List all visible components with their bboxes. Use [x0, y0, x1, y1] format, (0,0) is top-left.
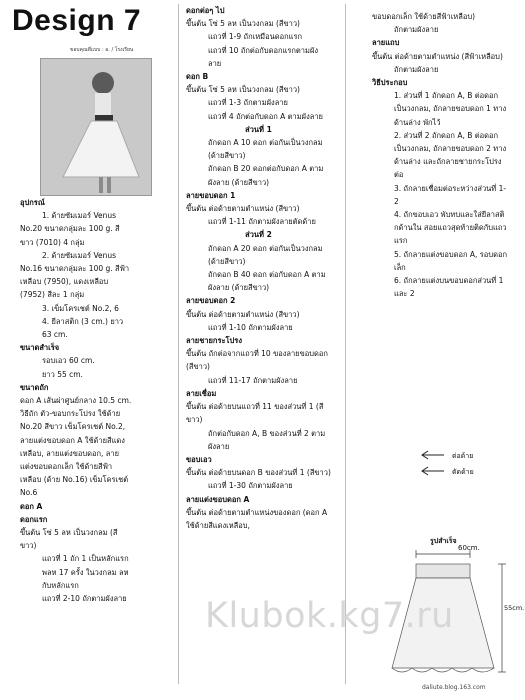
paragraph: รอบเอว 60 cm.: [42, 356, 95, 366]
column-2: [186, 4, 331, 532]
paragraph: ยาว 55 cm.: [42, 369, 83, 379]
section-heading: ขอบเอว: [186, 454, 212, 464]
section-heading: ดอก B: [186, 72, 209, 82]
paragraph: แถวที่ 1-30 ถักตามผังลาย: [208, 481, 293, 491]
paragraph: 3. ถักลายเชื่อมต่อระหว่างส่วนที่ 1-2: [394, 183, 507, 206]
page-title: Design 7: [12, 4, 142, 37]
paragraph: No.20 ขนาดกลุ่มละ 100 g. สีขาว (7010) 4 กลุ่ม: [20, 224, 120, 247]
paragraph: ขึ้นต้น ต่อด้ายบนดอก B ของส่วนที่ 1 (สีขาว): [186, 468, 331, 478]
diagram-width-label: 60cm.: [458, 544, 480, 552]
section-heading: ลายขอบดอก 2: [186, 296, 236, 306]
paragraph: ถักต่อกับดอก A, B ของส่วนที่ 2 ตามผังลาย: [208, 428, 326, 451]
paragraph: แถวที่ 11-17 ถักตามผังลาย: [208, 375, 298, 385]
paragraph: No.16 ขนาดกลุ่มละ 100 g. สีฟ้าเหลือบ (7950), แดงเหลือบ (7952) สีละ 1 กลุ่ม: [20, 264, 130, 300]
column-3: [372, 10, 507, 300]
paragraph: ขึ้นต้น ต่อด้ายบนแถวที่ 11 ของส่วนที่ 1 (สีขาว): [186, 402, 324, 425]
column-1: [20, 196, 132, 605]
paragraph: แถวที่ 1-3 ถักตามผังลาย: [208, 98, 288, 108]
model-photo: [40, 58, 152, 196]
section-heading: ดอกต่อๆ ไป: [186, 6, 225, 15]
paragraph: แถวที่ 10 ถักต่อกับดอกแรกตามผังลาย: [208, 45, 319, 68]
section-heading: ขนาดถัก: [20, 382, 49, 392]
legend-cut-yarn: ตัดด้าย: [452, 468, 474, 476]
paragraph: 3. เข็มโครเชต์ No.2, 6: [42, 303, 119, 313]
paragraph: วิธีถัก ตัว-ขอบกระโปรง ใช้ด้าย No.20 สีขาว เข็มโครเชต์ No.2, ลายแต่งขอบดอก A ใช้ด้ายสีแดงเหลือบ, ลายแต่งขอบดอก, ลายแต่งขอบดอกเล็ก ใช้ด้ายสีฟ้าเหลือบ (ด้าย No.16) เข็มโครเชต์ No.6: [20, 409, 129, 498]
legend-arrow-icons: [420, 447, 446, 477]
paragraph: 1. ด้ายซัมเมอร์ Venus: [42, 211, 117, 221]
section-heading: ส่วนที่ 1: [245, 124, 272, 134]
section-heading: ลายเชื่อม: [186, 388, 217, 398]
paragraph: ขึ้นต้น ต่อด้ายตามตำแหน่ง (สีขาว): [186, 309, 300, 319]
paragraph: ดอก A เส้นผ่าศูนย์กลาง 10.5 cm.: [20, 396, 132, 406]
paragraph: ขึ้นต้น ต่อด้ายตามตำแหน่งของดอก (ดอก A ใช้ด้ายสีแดงเหลือบ,: [186, 507, 328, 530]
paragraph: 5. ถักลายแต่งขอบดอก A, รอบดอกเล็ก: [394, 249, 507, 272]
paragraph: 2. ส่วนที่ 2 ถักดอก A, B ต่อดอกเป็นวงกลม, ถักลายขอบดอก 2 ทางด้านล่าง และถักลายชายกระโปรงต่อ: [394, 130, 507, 180]
paragraph: ขึ้นต้น โซ่ 5 ลห เป็นวงกลม (สีขาว): [20, 528, 118, 551]
paragraph: ถักดอก A 20 ดอก ต่อกันเป็นวงกลม (ด้ายสีขาว): [208, 243, 323, 266]
photo-credit: ขอบคุณที่แบบ : อ. / โรงเรียน: [70, 47, 134, 53]
section-heading: ดอก A: [20, 501, 43, 511]
paragraph: ถักดอก B 20 ดอกต่อกับดอก A ตามผังลาย (ด้ายสีขาว): [208, 164, 324, 187]
paragraph: ถักดอก B 40 ดอก ต่อกับดอก A ตามผังลาย (ด้ายสีขาว): [208, 270, 326, 293]
section-heading: ลายขอบดอก 1: [186, 190, 236, 200]
paragraph: 2. ด้ายซัมเมอร์ Venus: [42, 250, 117, 260]
column-divider: [178, 4, 179, 684]
diagram-title: รูปสำเร็จ: [430, 537, 457, 545]
paragraph: 4. ยีลาสติก (3 cm.) ยาว 63 cm.: [42, 316, 124, 340]
paragraph: แถวที่ 1-11 ถักตามผังลายตัดด้าย: [208, 217, 316, 227]
paragraph: แถวที่ 2-10 ถักตามผังลาย: [42, 594, 127, 604]
paragraph: ขึ้นต้น ถักต่อจากแถวที่ 10 ของลายขอบดอก (สีขาว): [186, 349, 328, 372]
paragraph: ขึ้นต้น ต่อด้ายตามตำแหน่ง (สีฟ้าเหลือบ): [372, 51, 503, 61]
paragraph: ขึ้นต้น โซ่ 5 ลห เป็นวงกลม (สีขาว): [186, 85, 300, 95]
section-heading: ลายแถบ: [372, 38, 400, 48]
paragraph: ขึ้นต้น ต่อด้ายตามตำแหน่ง (สีขาว): [186, 204, 300, 214]
paragraph: ถักดอก A 10 ดอก ต่อกันเป็นวงกลม (ด้ายสีขาว): [208, 138, 323, 161]
paragraph: ถักตามผังลาย: [394, 25, 439, 35]
section-heading: ส่วนที่ 2: [245, 230, 272, 240]
watermark: Klubok.kg7.ru: [205, 596, 454, 636]
diagram-height-label: 55cm.: [504, 604, 525, 612]
section-heading: อุปกรณ์: [20, 198, 45, 207]
paragraph: ขอบดอกเล็ก ใช้ด้ายสีฟ้าเหลือบ): [372, 12, 476, 21]
paragraph: ขึ้นต้น โซ่ 5 ลห เป็นวงกลม (สีขาว): [186, 19, 300, 29]
section-heading: ลายแต่งขอบดอก A: [186, 494, 250, 504]
paragraph: แถวที่ 1 ถัก 1 เป็นหลักแรก พลห 17 ครั้ง ในวงกลม ลห กับหลักแรก: [42, 554, 129, 590]
paragraph: แถวที่ 1-9 ถักเหมือนดอกแรก: [208, 32, 303, 42]
paragraph: 4. ถักขอบเอว พับทบและใส่ยีลาสติกด้านใน สอยแถวสุดท้ายติดกับแถวแรก: [394, 210, 507, 246]
paragraph: 1. ส่วนที่ 1 ถักดอก A, B ต่อดอกเป็นวงกลม, ถักลายขอบดอก 1 ทางด้านล่าง พักไว้: [394, 91, 507, 127]
source-credit: daliute.blog.163.com: [422, 684, 486, 691]
section-heading: ดอกแรก: [20, 514, 48, 524]
section-heading: ลายชายกระโปรง: [186, 336, 242, 346]
paragraph: แถวที่ 1-10 ถักตามผังลาย: [208, 322, 293, 332]
model-photo-graphic: [41, 59, 151, 195]
paragraph: 6. ถักลายแต่งบนขอบดอกส่วนที่ 1 และ 2: [394, 276, 504, 299]
paragraph: แถวที่ 4 ถักต่อกับดอก A ตามผังลาย: [208, 111, 323, 121]
section-heading: วิธีประกอบ: [372, 78, 408, 88]
paragraph: ถักตามผังลาย: [394, 64, 439, 74]
column-divider: [345, 4, 346, 684]
legend-join-yarn: ต่อด้าย: [452, 452, 474, 460]
section-heading: ขนาดสำเร็จ: [20, 343, 60, 353]
